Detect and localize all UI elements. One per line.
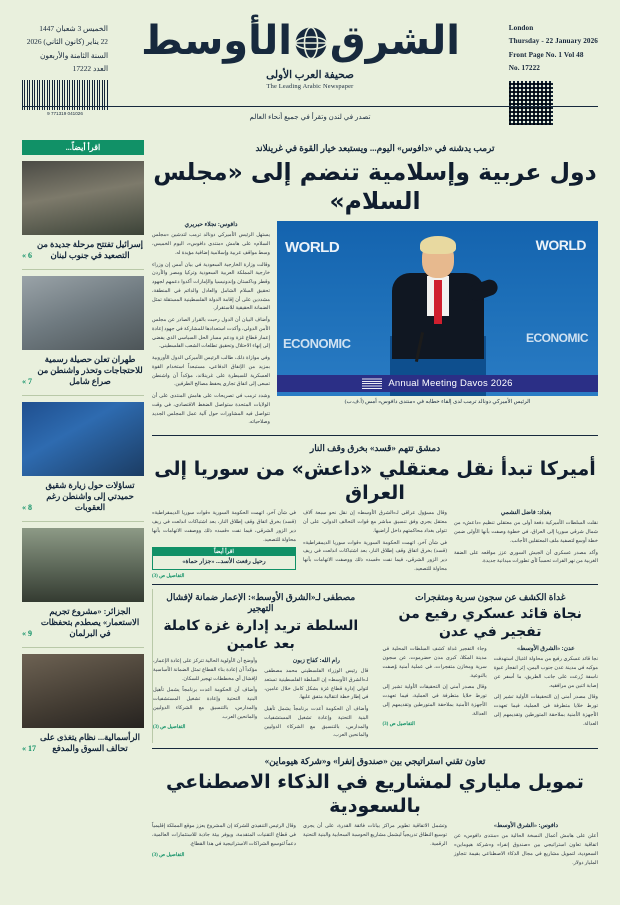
story3-paragraph: نجا قائد عسكري رفيع من محاولة اغتيال استهدفت موكبه في مدينة عدن جنوب اليمن، إثر انفجار عبوة ناسفة زُرعت على جانب الطريق، ما أسفر عن إصابة اثنين من مرافقيه. xyxy=(493,656,598,689)
story4-kicker: مصطفى لـ«الشرق الأوسط»: الإعمار ضمانة لإفشال التهجير xyxy=(166,591,356,614)
logo-arabic-text xyxy=(141,18,460,68)
read-more-title: اقرأ أيضاً xyxy=(153,548,295,556)
figure-hair xyxy=(420,236,456,254)
sidebar-item-label[interactable]: الجزائر: «مشروع تجريم الاستعمار» يصطدم بتحفظات في البرلمان 9 » xyxy=(22,606,140,639)
story4-paragraph: قال رئيس الوزراء الفلسطيني محمد مصطفى لـ«الشرق الأوسط» إن السلطة الفلسطينية تستعد لتولي إدارة قطاع غزة بشكل كامل خلال عامين، في إطار خطة انتقالية متفق عليها. xyxy=(264,668,369,701)
story3-byline: عدن: «الشرق الأوسط» xyxy=(517,646,575,653)
sidebar-photo xyxy=(22,528,144,602)
masthead xyxy=(0,0,620,135)
photo-logo-text-3: WORLD xyxy=(535,237,586,254)
sidebar-item-page: 7 » xyxy=(22,376,32,386)
sidebar-item-page: 8 » xyxy=(22,502,32,512)
story-ai-funding xyxy=(152,753,598,870)
photo-logo-text-2: ECONOMIC xyxy=(283,335,351,351)
sidebar-item-sudan[interactable] xyxy=(22,396,144,522)
story4-headline[interactable]: السلطة تريد إدارة غزة كاملة بعد عامين xyxy=(163,618,359,652)
wef-mark-icon xyxy=(362,378,382,389)
story2-col xyxy=(303,509,447,578)
story2-paragraph: في شأن آخر، اتهمت الحكومة السورية «قوات سوريا الديمقراطية» (قسد) بخرق اتفاق وقف إطلاق النار، بعد اشتباكات اندلعت في ريف دير الزور الشرقي، فيما نفت «قسد» ذلك ووصفت الاتهامات بأنها محاولة للتصعيد. xyxy=(303,539,447,572)
lead-photo-caption: الرئيس الأميركي دونالد ترمب لدى إلقاء خطابه في «منتدى دافوس» أمس (أ.ف.ب) xyxy=(344,399,531,406)
lead-paragraph: وشدد ترمب في تصريحات على هامش المنتدى على أن الولايات المتحدة ستواصل الضغط الاقتصادي، في وقت تتواصل فيه المشاورات حول آلية عمل المجلس الجديد وصلاحياته. xyxy=(152,393,270,426)
page-content xyxy=(22,140,598,893)
read-more-box[interactable] xyxy=(152,547,296,569)
lead-paragraph: يستهل الرئيس الأميركي دونالد ترمب لتدشين «مجلس السلام» على هامش «منتدى دافوس»، اليوم الخميس، وسط مواقف عربية وإسلامية إضافية مؤيدة له. xyxy=(152,232,270,256)
story4-paragraph: وأضاف أن الحكومة أعدت برنامجاً يشمل تأهيل البنية التحتية وإعادة تشغيل المستشفيات والمدارس، بالتنسيق مع الشركاء الدوليين والمانحين العرب. xyxy=(264,706,369,739)
story5-body xyxy=(152,822,598,870)
story5-kicker: تعاون تقني استراتيجي بين «صندوق إنفرا» و«شركة هيوماين» xyxy=(264,756,486,767)
lead-paragraph: وفي موازاة ذلك، طالب الرئيس الأميركي الدول الأوروبية بمزيد من الإنفاق الدفاعي، مستبعداً استخدام القوة العسكرية للسيطرة على غرينلاند، مؤكداً أن واشنطن تسعى إلى اتفاق تجاري يحفظ مصالح الطرفين. xyxy=(152,355,270,388)
sidebar-item-label[interactable]: إسرائيل تفتتح مرحلة جديدة من التصعيد في جنوب لبنان 6 » xyxy=(22,240,143,261)
story5-headline[interactable]: تمويل ملياري لمشاريع في الذكاء الاصطناعي بالسعودية xyxy=(166,770,584,817)
story3-more-link[interactable]: التفاصيل ص (3) xyxy=(382,722,415,728)
globe-icon xyxy=(294,26,328,68)
speaker-figure xyxy=(384,240,492,358)
story2-paragraph: وأكد مصدر عسكري أن الجيش السوري عزز مواقعه على الضفة الغربية من نهر الفرات تحسباً لأي تطورات ميدانية جديدة. xyxy=(454,549,598,565)
sidebar-item-algeria[interactable] xyxy=(22,522,144,648)
sidebar-photo xyxy=(22,654,144,728)
sidebar-item-page: 9 » xyxy=(22,628,32,638)
story-daesh-transfer xyxy=(152,440,598,579)
sidebar-item-lebanon[interactable] xyxy=(22,155,144,270)
story2-paragraph: وقال مسؤول عراقي لـ«الشرق الأوسط» إن نقل نحو سبعة آلاف معتقل يجري وفق تنسيق مباشر مع قوات التحالف الدولي، على أن تتولى بغداد محاكمتهم داخل أراضيها. xyxy=(303,510,447,534)
barcode-number: 9 771319 041026 xyxy=(47,111,83,117)
masthead-arabic-info xyxy=(22,22,108,119)
masthead-volume-ar: السنة الثامنة والأربعون xyxy=(40,50,108,60)
logo-word-left: الأوسط xyxy=(141,18,292,64)
lead-headline[interactable]: دول عربية وإسلامية تنضم إلى «مجلس السلام» xyxy=(153,157,597,216)
story4-more-link[interactable]: التفاصيل ص (3) xyxy=(153,725,186,731)
sidebar-item-iran[interactable] xyxy=(22,270,144,396)
logo-word-right: الشرق xyxy=(329,18,460,64)
masthead-divider xyxy=(22,106,598,107)
lead-paragraph: وقالت وزارة الخارجية السعودية في بيان أمس إن وزراء خارجية المملكة العربية السعودية وتركيا ومصر والأردن وقطر وباكستان وإندونيسيا والإمارات أكدوا دعمهم لجهود تحقيق السلام الشامل والعادل والدائم في المنطقة، مشددين على أن إقامة الدولة الفلسطينية المستقلة تمثل الضمانة الحقيقية للاستقرار. xyxy=(152,261,270,312)
figure-tie xyxy=(434,280,442,324)
story2-col xyxy=(454,509,598,578)
masthead-strapline: تصدر في لندن وتقرأ في جميع أنحاء العالم xyxy=(249,113,371,121)
sidebar-photo xyxy=(22,161,144,235)
photo-logo-text-4: ECONOMIC xyxy=(526,330,588,345)
section-divider xyxy=(152,748,598,749)
sidebar-title: اقرأ أيضاً... xyxy=(22,140,144,155)
story3-paragraph: وقال مصدر أمني إن التحقيقات الأولية تشير إلى تورط خلايا متطرفة في العملية، فيما تعهدت الأجهزة الأمنية بملاحقة المتورطين وتقديمهم إلى العدالة. xyxy=(493,694,598,727)
masthead-front-page: Front Page No. 1 Vol 48 xyxy=(508,50,584,59)
sidebar-photo xyxy=(22,402,144,476)
newspaper-logo xyxy=(141,18,460,90)
story3-headline[interactable]: نجاة قائد عسكري رفيع من تفجير في عدن xyxy=(398,606,582,640)
photo-logo-text-1: WORLD xyxy=(285,239,340,257)
section-divider xyxy=(152,435,598,436)
masthead-issue-ar: العدد 17222 xyxy=(72,63,108,73)
masthead-date-ar: 22 يناير (كانون الثاني) 2026 xyxy=(26,37,108,47)
lead-kicker: ترمب يدشنه في «دافوس» اليوم... ويستبعد خيار القوة في غرينلاند xyxy=(255,143,495,153)
story3-paragraph: وجاء التفجير غداة كشف السلطات المحلية في مدينة المكلا، كبرى مدن حضرموت، عن سجون سرية ومخازن متفجرات، في عملية أمنية وُصفت بالنوعية. xyxy=(382,646,487,679)
sidebar-item-label[interactable]: طهران تعلن حصيلة رسمية للاحتجاجات وتحذر واشنطن من صراع شامل 7 » xyxy=(22,354,143,387)
story2-paragraph: نقلت السلطات الأميركية دفعة أولى من معتقلي تنظيم «داعش» من شمال شرقي سوريا إلى العراق، في خطوة وصفت بأنها الأولى ضمن خطة أوسع لتصفية ملف المعتقلين الأجانب. xyxy=(454,520,598,544)
story2-byline: بغداد: فاضل النشمي xyxy=(500,510,552,517)
sidebar-item-page: 6 » xyxy=(22,250,32,260)
story2-kicker: دمشق تتهم «قسد» بخرق وقف النار xyxy=(309,443,441,454)
story4-byline: رام الله: كفاح زبون xyxy=(292,658,340,665)
photo-overlay-text: Annual Meeting Davos 2026 xyxy=(388,378,513,390)
lead-story xyxy=(152,140,598,430)
sidebar-item-page: 17 » xyxy=(22,743,36,753)
lead-text-column xyxy=(152,221,270,430)
sidebar-item-label[interactable]: الرأسمالية... نظام يتغذى على تحالف السوق والمدفع 17 » xyxy=(22,732,140,754)
story5-paragraph: وتشمل الاتفاقية تطوير مراكز بيانات فائقة القدرة، على أن يجري توسيع النطاق تدريجياً ليشمل مشاريع الحوسبة السحابية والبنية التحتية الرقمية. xyxy=(303,823,447,847)
photo-overlay-bar xyxy=(277,375,598,392)
masthead-date-en: Thursday - 22 January 2026 xyxy=(508,37,598,46)
mid-row xyxy=(152,589,598,743)
story5-byline: دافوس: «الشرق الأوسط» xyxy=(493,823,559,830)
story2-headline[interactable]: أميركا تبدأ نقل معتقلي «داعش» من سوريا إلى العراق xyxy=(154,457,596,504)
main-column xyxy=(152,140,598,893)
sidebar xyxy=(22,140,144,893)
lead-photo xyxy=(277,221,598,396)
story2-paragraph: في شأن آخر، اتهمت الحكومة السورية «قوات سوريا الديمقراطية» (قسد) بخرق اتفاق وقف إطلاق النار، بعد اشتباكات اندلعت في ريف دير الزور الشرقي، فيما نفت «قسد» ذلك ووصفت الاتهامات بأنها محاولة للتصعيد. xyxy=(152,510,296,543)
sidebar-item-label[interactable]: تساؤلات حول زيارة شقيق حميدتي إلى واشنطن رغم العقوبات 8 » xyxy=(22,480,135,513)
story5-more-link[interactable]: التفاصيل ص (3) xyxy=(152,852,185,858)
story3-paragraph: وقال مصدر أمني إن التحقيقات الأولية تشير إلى تورط خلايا متطرفة في العملية، فيما تعهدت الأجهزة الأمنية بملاحقة المتورطين وتقديمهم إلى العدالة. xyxy=(382,684,487,717)
masthead-date-hijri: الخميس 3 شعبان 1447 xyxy=(39,24,108,33)
read-more-label[interactable]: رحيل رفعت الأسد... «جزار حماة» xyxy=(182,558,266,566)
story-gaza-authority xyxy=(152,589,376,743)
masthead-issue-en: No. 17222 xyxy=(508,63,540,72)
story5-paragraph: وقال الرئيس التنفيذي للشركة إن المشروع يعزز موقع المملكة إقليمياً في قطاع التقنيات المتقدمة، ويوفر بيئة جاذبة للاستثمارات العالمية، دعماً لتوسيع الشراكات الاستراتيجية في هذا القطاع. xyxy=(152,823,296,847)
lead-byline: دافوس: نجلاء حبريري xyxy=(184,222,238,229)
section-divider xyxy=(152,584,598,585)
story4-paragraph: وأوضح أن الأولوية الحالية تتركز على إعادة الإعمار، مؤكداً أن إعادة بناء القطاع تمثل الضمانة الأساسية لإفشال أي مخططات تهجير للسكان. xyxy=(153,658,258,682)
story4-paragraph: وأضاف أن الحكومة أعدت برنامجاً يشمل تأهيل البنية التحتية وإعادة تشغيل المستشفيات والمدارس، بالتنسيق مع الشركاء الدوليين والمانحين العرب. xyxy=(153,687,258,720)
masthead-city: London xyxy=(508,24,534,32)
story-aden xyxy=(383,589,599,743)
story3-kicker: غداة الكشف عن سجون سرية ومتفجرات xyxy=(415,591,566,602)
story2-col xyxy=(152,509,296,578)
sidebar-photo xyxy=(22,276,144,350)
story5-paragraph: أعلن على هامش أعمال النسخة الحالية من «منتدى دافوس» عن اتفاقية تعاون استراتيجي بين «صندوق إنفرا» و«شركة هيوماين» السعودية، لتمويل مشاريع في مجال الذكاء الاصطناعي بقيمة تتجاوز المليار دولار. xyxy=(454,833,598,866)
story2-body xyxy=(152,509,598,578)
masthead-english-info xyxy=(509,22,598,125)
story2-more-link[interactable]: التفاصيل ص (3) xyxy=(152,573,185,579)
logo-subtitle: صحيفة العرب الأولى xyxy=(266,70,354,81)
logo-english-tagline: The Leading Arabic Newspaper xyxy=(266,83,354,90)
lead-paragraph: وأضاف البيان أن الدول رحبت بالقرار الصادر عن مجلس الأمن الدولي، وأكدت استعدادها للمشاركة في جهود إعادة إعمار قطاع غزة ودعم مسار الحل السياسي الذي يفضي إلى إنهاء الاحتلال وتحقيق تطلعات الشعب الفلسطيني. xyxy=(152,317,270,350)
sidebar-item-capitalism[interactable] xyxy=(22,648,144,762)
lead-photo-block xyxy=(277,221,598,430)
